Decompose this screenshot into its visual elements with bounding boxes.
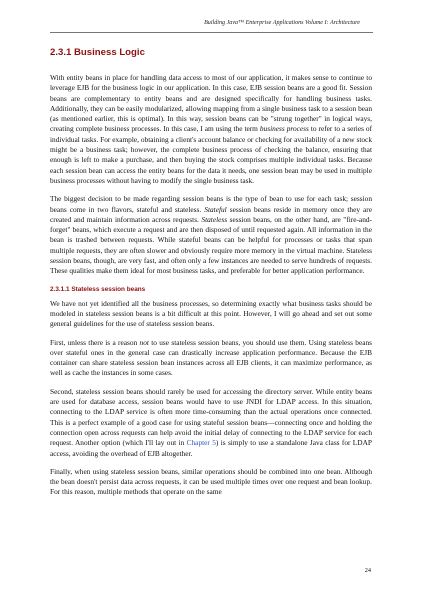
paragraph-4: First, unless there is a reason not to use stateless session beans, you should use them. Using stateless beans over stateful ones in the general case can drastically increase application performance. Because the EJB container can share stateless session bean instances across all EJB clients, it can maximize performance, as well as cache the instances in some cases. (50, 337, 372, 378)
section-heading: 2.3.1 Business Logic (50, 47, 145, 58)
header-rule (50, 32, 373, 33)
paragraph-2: The biggest decision to be made regarding session beans is the type of bean to use for each task; session beans come in two flavors, stateful and stateless. Stateful session beans reside in memory once they are created and maintain information across requests. Stateless session beans, on the other hand, are "fire-and-forget" beans, which execute a request and are then disposed of until requested again. All information in the bean is trashed between requests. While stateful beans can be helpful for processes or tasks that span multiple requests, they are often slower and obviously require more memory in the virtual machine. Stateless session beans, though, are very fast, and often only a few instances are needed to serve hundreds of requests. These qualities make them ideal for most business tasks, and preferable for better application performance. (50, 194, 373, 276)
paragraph-3: We have not yet identified all the business processes, so determining exactly what business tasks should be modeled in stateless session beans is a bit difficult at this point. However, I will go ahead and set out some general guidelines for the use of stateless session beans. (50, 298, 372, 329)
chapter-5-link[interactable]: Chapter 5 (186, 438, 216, 448)
paragraph-6: Finally, when using stateless session beans, similar operations should be combined into one bean. Although the bean doesn't persist data across requests, it can be used multiple times over one request and bean lookup. For this reason, multiple methods that operate on the same (50, 466, 372, 497)
paragraph-1: With entity beans in place for handling data access to most of our application, it makes sense to continue to leverage EJB for the business logic in our application. In this case, EJB session beans are a good fit. Session beans are complementary to entity beans and are designed specifically for handling business tasks. Additionally, they can be easily modularized, allowing mapping from a single business task to a session bean (as mentioned earlier, this is optimal). In this way, session beans can be "strung together" in logical ways, creating complete business processes. In this case, I am using the term business process to refer to a series of individual tasks. For example, obtaining a client's account balance or checking for availability of a new stock might be a business task; however, the complete business process of checking the balance, ensuring that enough is left to make a purchase, and then buying the stock comprises multiple individual tasks. Because each session bean can access the entity beans for the data it needs, one session bean may be used in multiple business processes without having to modify the single business task. (50, 73, 373, 185)
paragraph-5: Second, stateless session beans should rarely be used for accessing the directory server. While entity beans are used for database access, session beans would have to use JNDI for LDAP access. In this situation, connecting to the LDAP service is often more time-consuming than the actual operations once connected. This is a perfect example of a good case for using stateful session beans—connecting once and holding the connection open across requests can help avoid the initial delay of connecting to the LDAP service for each request. Another option (which I'll lay out in Chapter 5) is simply to use a standalone Java class for LDAP access, avoiding the overhead of EJB altogether. (50, 386, 372, 458)
emphasis-business-process: business process (259, 124, 309, 134)
running-header: Building Java™ Enterprise Applications Volume I: Architecture (204, 20, 360, 26)
page-content (50, 47, 372, 506)
subsection-heading: 2.3.1.1 Stateless session beans (50, 285, 146, 293)
emphasis-stateless: Stateless (201, 214, 228, 224)
page-number: 24 (364, 567, 371, 574)
emphasis-not: not (139, 337, 149, 347)
emphasis-stateful: Stateful (204, 204, 227, 214)
